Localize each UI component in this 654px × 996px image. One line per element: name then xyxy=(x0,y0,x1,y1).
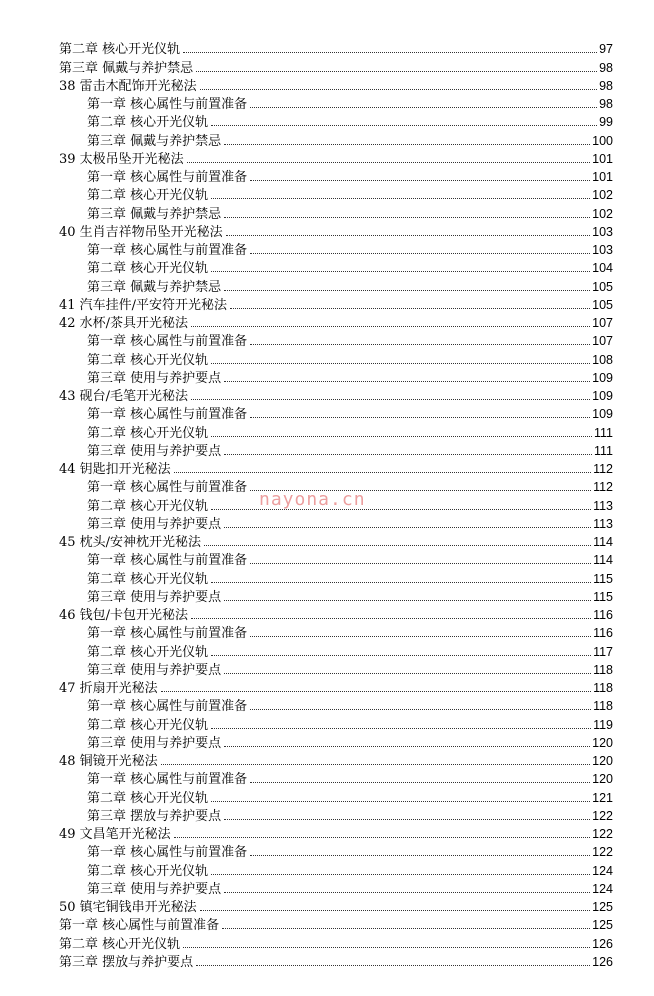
toc-entry-page-number: 112 xyxy=(593,462,613,476)
dot-leader xyxy=(200,89,597,90)
dot-leader xyxy=(174,472,591,473)
dot-leader xyxy=(230,308,590,309)
dot-leader xyxy=(224,892,590,893)
toc-entry-title: 第二章 核心开光仪轨 xyxy=(59,42,181,58)
toc-section-entry[interactable] xyxy=(59,679,613,697)
toc-chapter-entry[interactable] xyxy=(59,186,613,204)
toc-entry-page-number: 108 xyxy=(592,352,613,367)
toc-entry-page-number: 122 xyxy=(592,808,613,823)
toc-entry-page-number: 116 xyxy=(593,626,613,641)
toc-entry-title: 第三章 使用与养护要点 xyxy=(87,516,222,532)
dot-leader xyxy=(250,107,597,108)
toc-chapter-entry[interactable] xyxy=(59,697,613,715)
dot-leader xyxy=(161,691,591,692)
toc-section-entry[interactable] xyxy=(59,40,613,58)
toc-entry-title: 第三章 摆放与养护要点 xyxy=(87,808,222,824)
dot-leader xyxy=(211,271,590,272)
toc-entry-title: 第一章 核心属性与前置准备 xyxy=(87,845,248,861)
dot-leader xyxy=(224,600,591,601)
toc-entry-title: 38 雷击木配饰开光秘法 xyxy=(59,78,197,94)
toc-entry-title: 46 钱包/卡包开光秘法 xyxy=(59,608,189,623)
toc-entry-title: 第三章 佩戴与养护禁忌 xyxy=(87,279,222,295)
toc-entry-page-number: 98 xyxy=(599,97,613,111)
toc-chapter-entry[interactable] xyxy=(59,624,613,642)
toc-chapter-entry[interactable] xyxy=(59,515,613,533)
toc-entry-page-number: 122 xyxy=(592,827,613,841)
toc-entry-page-number: 105 xyxy=(592,297,613,312)
toc-entry-page-number: 126 xyxy=(592,954,613,969)
dot-leader xyxy=(211,655,591,656)
toc-entry-page-number: 114 xyxy=(593,535,613,549)
dot-leader xyxy=(250,180,590,181)
toc-entry-page-number: 126 xyxy=(592,936,613,951)
toc-chapter-entry[interactable] xyxy=(59,241,613,259)
toc-chapter-entry[interactable] xyxy=(59,95,613,113)
toc-entry-title: 第一章 核心属性与前置准备 xyxy=(87,772,248,788)
toc-section-entry[interactable] xyxy=(59,314,613,332)
toc-chapter-entry[interactable] xyxy=(59,442,613,460)
toc-section-entry[interactable] xyxy=(59,606,613,624)
dot-leader xyxy=(250,344,590,345)
toc-chapter-entry[interactable] xyxy=(59,661,613,679)
toc-chapter-entry[interactable] xyxy=(59,369,613,387)
dot-leader xyxy=(211,582,591,583)
dot-leader xyxy=(224,819,590,820)
toc-entry-page-number: 115 xyxy=(593,571,613,586)
dot-leader xyxy=(211,436,592,437)
dot-leader xyxy=(250,855,590,856)
toc-section-entry[interactable] xyxy=(59,916,613,934)
dot-leader xyxy=(224,527,591,528)
toc-entry-title: 第一章 核心属性与前置准备 xyxy=(87,170,248,185)
toc-entry-title: 第一章 核心属性与前置准备 xyxy=(87,407,248,423)
toc-entry-page-number: 115 xyxy=(593,589,613,604)
toc-entry-page-number: 120 xyxy=(592,754,613,768)
toc-entry-title: 第二章 核心开光仪轨 xyxy=(87,644,209,660)
toc-chapter-entry[interactable] xyxy=(59,642,613,660)
toc-entry-page-number: 98 xyxy=(599,78,613,93)
dot-leader xyxy=(226,235,590,236)
toc-chapter-entry[interactable] xyxy=(59,277,613,295)
toc-entry-page-number: 120 xyxy=(592,772,613,787)
dot-leader xyxy=(211,125,597,126)
dot-leader xyxy=(250,563,591,564)
toc-chapter-entry[interactable] xyxy=(59,569,613,587)
toc-entry-title: 第二章 核心开光仪轨 xyxy=(87,571,209,587)
toc-entry-title: 第二章 核心开光仪轨 xyxy=(87,498,209,514)
toc-chapter-entry[interactable] xyxy=(59,259,613,277)
dot-leader xyxy=(211,801,590,802)
toc-entry-title: 第三章 使用与养护要点 xyxy=(87,443,222,459)
toc-entry-title: 41 汽车挂件/平安符开光秘法 xyxy=(59,297,228,313)
toc-section-entry[interactable] xyxy=(59,77,613,95)
dot-leader xyxy=(224,290,590,291)
toc-section-entry[interactable] xyxy=(59,752,613,770)
toc-section-entry[interactable] xyxy=(59,58,613,76)
dot-leader xyxy=(200,910,590,911)
toc-entry-page-number: 114 xyxy=(593,553,613,568)
toc-entry-page-number: 102 xyxy=(592,206,613,221)
toc-entry-page-number: 103 xyxy=(592,243,613,257)
toc-entry-page-number: 124 xyxy=(592,881,613,896)
toc-entry-title: 第三章 使用与养护要点 xyxy=(87,662,222,678)
toc-chapter-entry[interactable] xyxy=(59,880,613,898)
toc-entry-title: 第三章 佩戴与养护禁忌 xyxy=(59,60,194,76)
toc-entry-title: 第二章 核心开光仪轨 xyxy=(87,261,209,277)
toc-chapter-entry[interactable] xyxy=(59,204,613,222)
toc-section-entry[interactable] xyxy=(59,825,613,843)
toc-entry-page-number: 118 xyxy=(593,699,613,714)
dot-leader xyxy=(187,162,590,163)
toc-chapter-entry[interactable] xyxy=(59,715,613,733)
dot-leader xyxy=(161,764,590,765)
toc-entry-title: 50 镇宅铜钱串开光秘法 xyxy=(59,900,197,915)
dot-leader xyxy=(196,71,597,72)
toc-entry-title: 第二章 核心开光仪轨 xyxy=(87,115,209,131)
dot-leader xyxy=(191,618,591,619)
toc-entry-title: 47 折扇开光秘法 xyxy=(59,681,158,696)
toc-entry-page-number: 101 xyxy=(592,151,613,166)
toc-entry-page-number: 97 xyxy=(599,42,613,57)
toc-entry-page-number: 107 xyxy=(592,334,613,349)
toc-entry-page-number: 124 xyxy=(592,863,613,878)
toc-entry-page-number: 119 xyxy=(593,717,613,732)
toc-chapter-entry[interactable] xyxy=(59,350,613,368)
dot-leader xyxy=(211,198,590,199)
dot-leader xyxy=(174,837,590,838)
dot-leader xyxy=(224,381,590,382)
toc-entry-page-number: 125 xyxy=(592,918,613,933)
toc-section-entry[interactable] xyxy=(59,460,613,478)
dot-leader xyxy=(224,144,590,145)
toc-chapter-entry[interactable] xyxy=(59,843,613,861)
toc-entry-title: 第一章 核心属性与前置准备 xyxy=(87,97,248,112)
toc-entry-title: 第二章 核心开光仪轨 xyxy=(87,188,209,204)
toc-entry-page-number: 117 xyxy=(593,644,613,659)
toc-chapter-entry[interactable] xyxy=(59,405,613,423)
toc-entry-page-number: 118 xyxy=(593,662,613,677)
toc-entry-page-number: 107 xyxy=(592,316,613,330)
toc-entry-title: 第三章 使用与养护要点 xyxy=(87,881,222,897)
toc-entry-page-number: 113 xyxy=(593,498,613,513)
toc-section-entry[interactable] xyxy=(59,150,613,168)
dot-leader xyxy=(204,545,591,546)
toc-entry-page-number: 99 xyxy=(599,115,613,130)
toc-chapter-entry[interactable] xyxy=(59,423,613,441)
dot-leader xyxy=(250,709,591,710)
dot-leader xyxy=(250,782,590,783)
toc-section-entry[interactable] xyxy=(59,934,613,952)
dot-leader xyxy=(222,928,590,929)
dot-leader xyxy=(183,947,590,948)
toc-entry-page-number: 109 xyxy=(592,407,613,422)
toc-section-entry[interactable] xyxy=(59,223,613,241)
toc-entry-page-number: 105 xyxy=(592,279,613,294)
toc-entry-title: 第二章 核心开光仪轨 xyxy=(59,936,181,952)
toc-entry-title: 45 枕头/安神枕开光秘法 xyxy=(59,535,202,550)
toc-entry-page-number: 122 xyxy=(592,845,613,860)
toc-entry-title: 49 文昌笔开光秘法 xyxy=(59,827,171,842)
toc-section-entry[interactable] xyxy=(59,898,613,916)
toc-entry-page-number: 112 xyxy=(593,480,613,495)
dot-leader xyxy=(224,673,591,674)
toc-entry-title: 第三章 摆放与养护要点 xyxy=(59,954,194,970)
toc-entry-page-number: 101 xyxy=(592,170,613,184)
toc-entry-page-number: 109 xyxy=(592,389,613,403)
toc-chapter-entry[interactable] xyxy=(59,551,613,569)
toc-entry-page-number: 111 xyxy=(593,425,613,440)
dot-leader xyxy=(183,52,597,53)
toc-entry-title: 第三章 佩戴与养护禁忌 xyxy=(87,206,222,222)
toc-entry-title: 40 生肖吉祥物吊坠开光秘法 xyxy=(59,224,223,240)
toc-entry-page-number: 111 xyxy=(593,443,613,458)
dot-leader xyxy=(211,728,591,729)
toc-chapter-entry[interactable] xyxy=(59,770,613,788)
dot-leader xyxy=(191,326,590,327)
toc-entry-title: 48 铜镜开光秘法 xyxy=(59,754,158,769)
toc-entry-title: 第一章 核心属性与前置准备 xyxy=(87,699,248,715)
toc-entry-title: 第一章 核心属性与前置准备 xyxy=(87,626,248,642)
toc-entry-page-number: 116 xyxy=(593,608,613,622)
toc-entry-title: 42 水杯/茶具开光秘法 xyxy=(59,316,189,331)
toc-entry-title: 44 钥匙扣开光秘法 xyxy=(59,462,171,477)
toc-chapter-entry[interactable] xyxy=(59,113,613,131)
toc-chapter-entry[interactable] xyxy=(59,861,613,879)
dot-leader xyxy=(250,253,590,254)
toc-entry-page-number: 121 xyxy=(592,790,613,805)
toc-entry-title: 第三章 使用与养护要点 xyxy=(87,735,222,751)
toc-entry-page-number: 125 xyxy=(592,900,613,914)
toc-entry-title: 第二章 核心开光仪轨 xyxy=(87,863,209,879)
dot-leader xyxy=(250,417,590,418)
toc-chapter-entry[interactable] xyxy=(59,131,613,149)
dot-leader xyxy=(224,454,592,455)
toc-entry-title: 第二章 核心开光仪轨 xyxy=(87,425,209,441)
toc-entry-title: 第二章 核心开光仪轨 xyxy=(87,717,209,733)
toc-entry-page-number: 103 xyxy=(592,224,613,239)
toc-entry-title: 第三章 使用与养护要点 xyxy=(87,370,222,386)
toc-entry-page-number: 104 xyxy=(592,261,613,276)
dot-leader xyxy=(224,746,590,747)
toc-entry-title: 第一章 核心属性与前置准备 xyxy=(87,480,248,496)
dot-leader xyxy=(196,965,590,966)
toc-entry-page-number: 118 xyxy=(593,681,613,695)
toc-entry-title: 39 太极吊坠开光秘法 xyxy=(59,151,184,167)
toc-entry-title: 第二章 核心开光仪轨 xyxy=(87,790,209,806)
toc-section-entry[interactable] xyxy=(59,296,613,314)
dot-leader xyxy=(250,636,591,637)
dot-leader xyxy=(211,874,590,875)
dot-leader xyxy=(211,363,590,364)
toc-entry-title: 43 砚台/毛笔开光秘法 xyxy=(59,389,189,404)
dot-leader xyxy=(191,399,590,400)
toc-chapter-entry[interactable] xyxy=(59,332,613,350)
toc-entry-title: 第三章 佩戴与养护禁忌 xyxy=(87,133,222,149)
toc-entry-title: 第一章 核心属性与前置准备 xyxy=(87,553,248,569)
toc-entry-title: 第一章 核心属性与前置准备 xyxy=(87,243,248,258)
watermark: nayona.cn xyxy=(259,489,366,510)
toc-chapter-entry[interactable] xyxy=(59,168,613,186)
toc-entry-title: 第一章 核心属性与前置准备 xyxy=(59,918,220,934)
toc-entry-title: 第二章 核心开光仪轨 xyxy=(87,352,209,368)
dot-leader xyxy=(224,217,590,218)
toc-entry-page-number: 100 xyxy=(592,133,613,148)
toc-chapter-entry[interactable] xyxy=(59,788,613,806)
toc-entry-page-number: 120 xyxy=(592,735,613,750)
toc-section-entry[interactable] xyxy=(59,387,613,405)
toc-entry-page-number: 109 xyxy=(592,370,613,385)
toc-chapter-entry[interactable] xyxy=(59,807,613,825)
toc-entry-page-number: 113 xyxy=(593,516,613,531)
toc-chapter-entry[interactable] xyxy=(59,588,613,606)
toc-entry-title: 第三章 使用与养护要点 xyxy=(87,589,222,605)
toc-entry-page-number: 102 xyxy=(592,188,613,203)
toc-section-entry[interactable] xyxy=(59,953,613,971)
toc-entry-page-number: 98 xyxy=(599,60,613,75)
toc-chapter-entry[interactable] xyxy=(59,734,613,752)
toc-section-entry[interactable] xyxy=(59,533,613,551)
toc-entry-title: 第一章 核心属性与前置准备 xyxy=(87,334,248,350)
